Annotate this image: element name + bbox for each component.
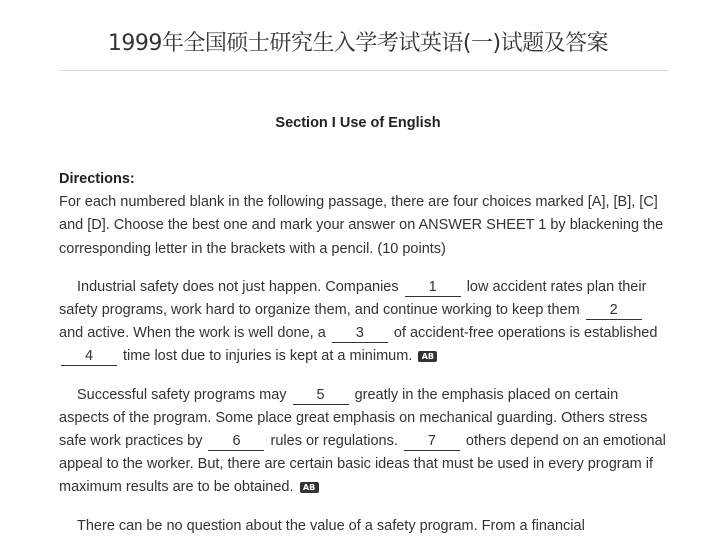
translate-badge-icon[interactable]: AB xyxy=(418,351,437,362)
passage-text: Industrial safety does not just happen. Companies xyxy=(77,278,399,295)
directions-block xyxy=(59,168,671,261)
title-divider xyxy=(59,70,668,71)
passage-text: time lost due to injuries is kept at a minimum. xyxy=(123,348,413,365)
passage-paragraph-2 xyxy=(59,384,671,500)
directions-text: For each numbered blank in the following passage, there are four choices marked [A], [B], [C] and [D]. Choose the best one and mark your answer on ANSWER SHEET 1 by blackening the corresponding letter in the brackets with a pencil. (10 points) xyxy=(59,194,664,257)
section-heading: Section I Use of English xyxy=(275,115,441,131)
passage-text: low accident rates plan their safety programs, work hard to organize them, and continue working to keep them xyxy=(59,278,647,319)
passage-paragraph-1 xyxy=(59,276,671,369)
passage-text: There can be no question about the value of a safety program. From a financial xyxy=(77,517,585,534)
blank-2: 2 xyxy=(586,302,642,320)
passage-text: greatly in the emphasis placed on certain aspects of the program. Some place great emphasis on mechanical guarding. Others stress safe work practices by xyxy=(59,386,648,450)
blank-1: 1 xyxy=(405,279,461,297)
translate-badge-icon[interactable]: AB xyxy=(300,482,319,493)
directions-label: Directions: xyxy=(59,171,135,187)
blank-3: 3 xyxy=(332,325,388,343)
passage-text: and active. When the work is well done, a xyxy=(59,325,326,342)
passage-paragraph-3 xyxy=(59,515,671,538)
passage-text: of accident-free operations is established xyxy=(393,325,658,342)
blank-4: 4 xyxy=(61,348,117,366)
passage-text: Successful safety programs may xyxy=(77,386,287,403)
page-title: 1999年全国硕士研究生入学考试英语(一)试题及答案 xyxy=(107,31,609,56)
passage-text: rules or regulations. xyxy=(270,433,398,450)
main-content xyxy=(59,168,671,553)
passage-text: others depend on an emotional appeal to the worker. But, there are certain basic ideas that must be used in every program if maximum results are to be obtained. xyxy=(59,433,666,496)
blank-6: 6 xyxy=(208,433,264,451)
blank-5: 5 xyxy=(293,387,349,405)
blank-7: 7 xyxy=(404,433,460,451)
